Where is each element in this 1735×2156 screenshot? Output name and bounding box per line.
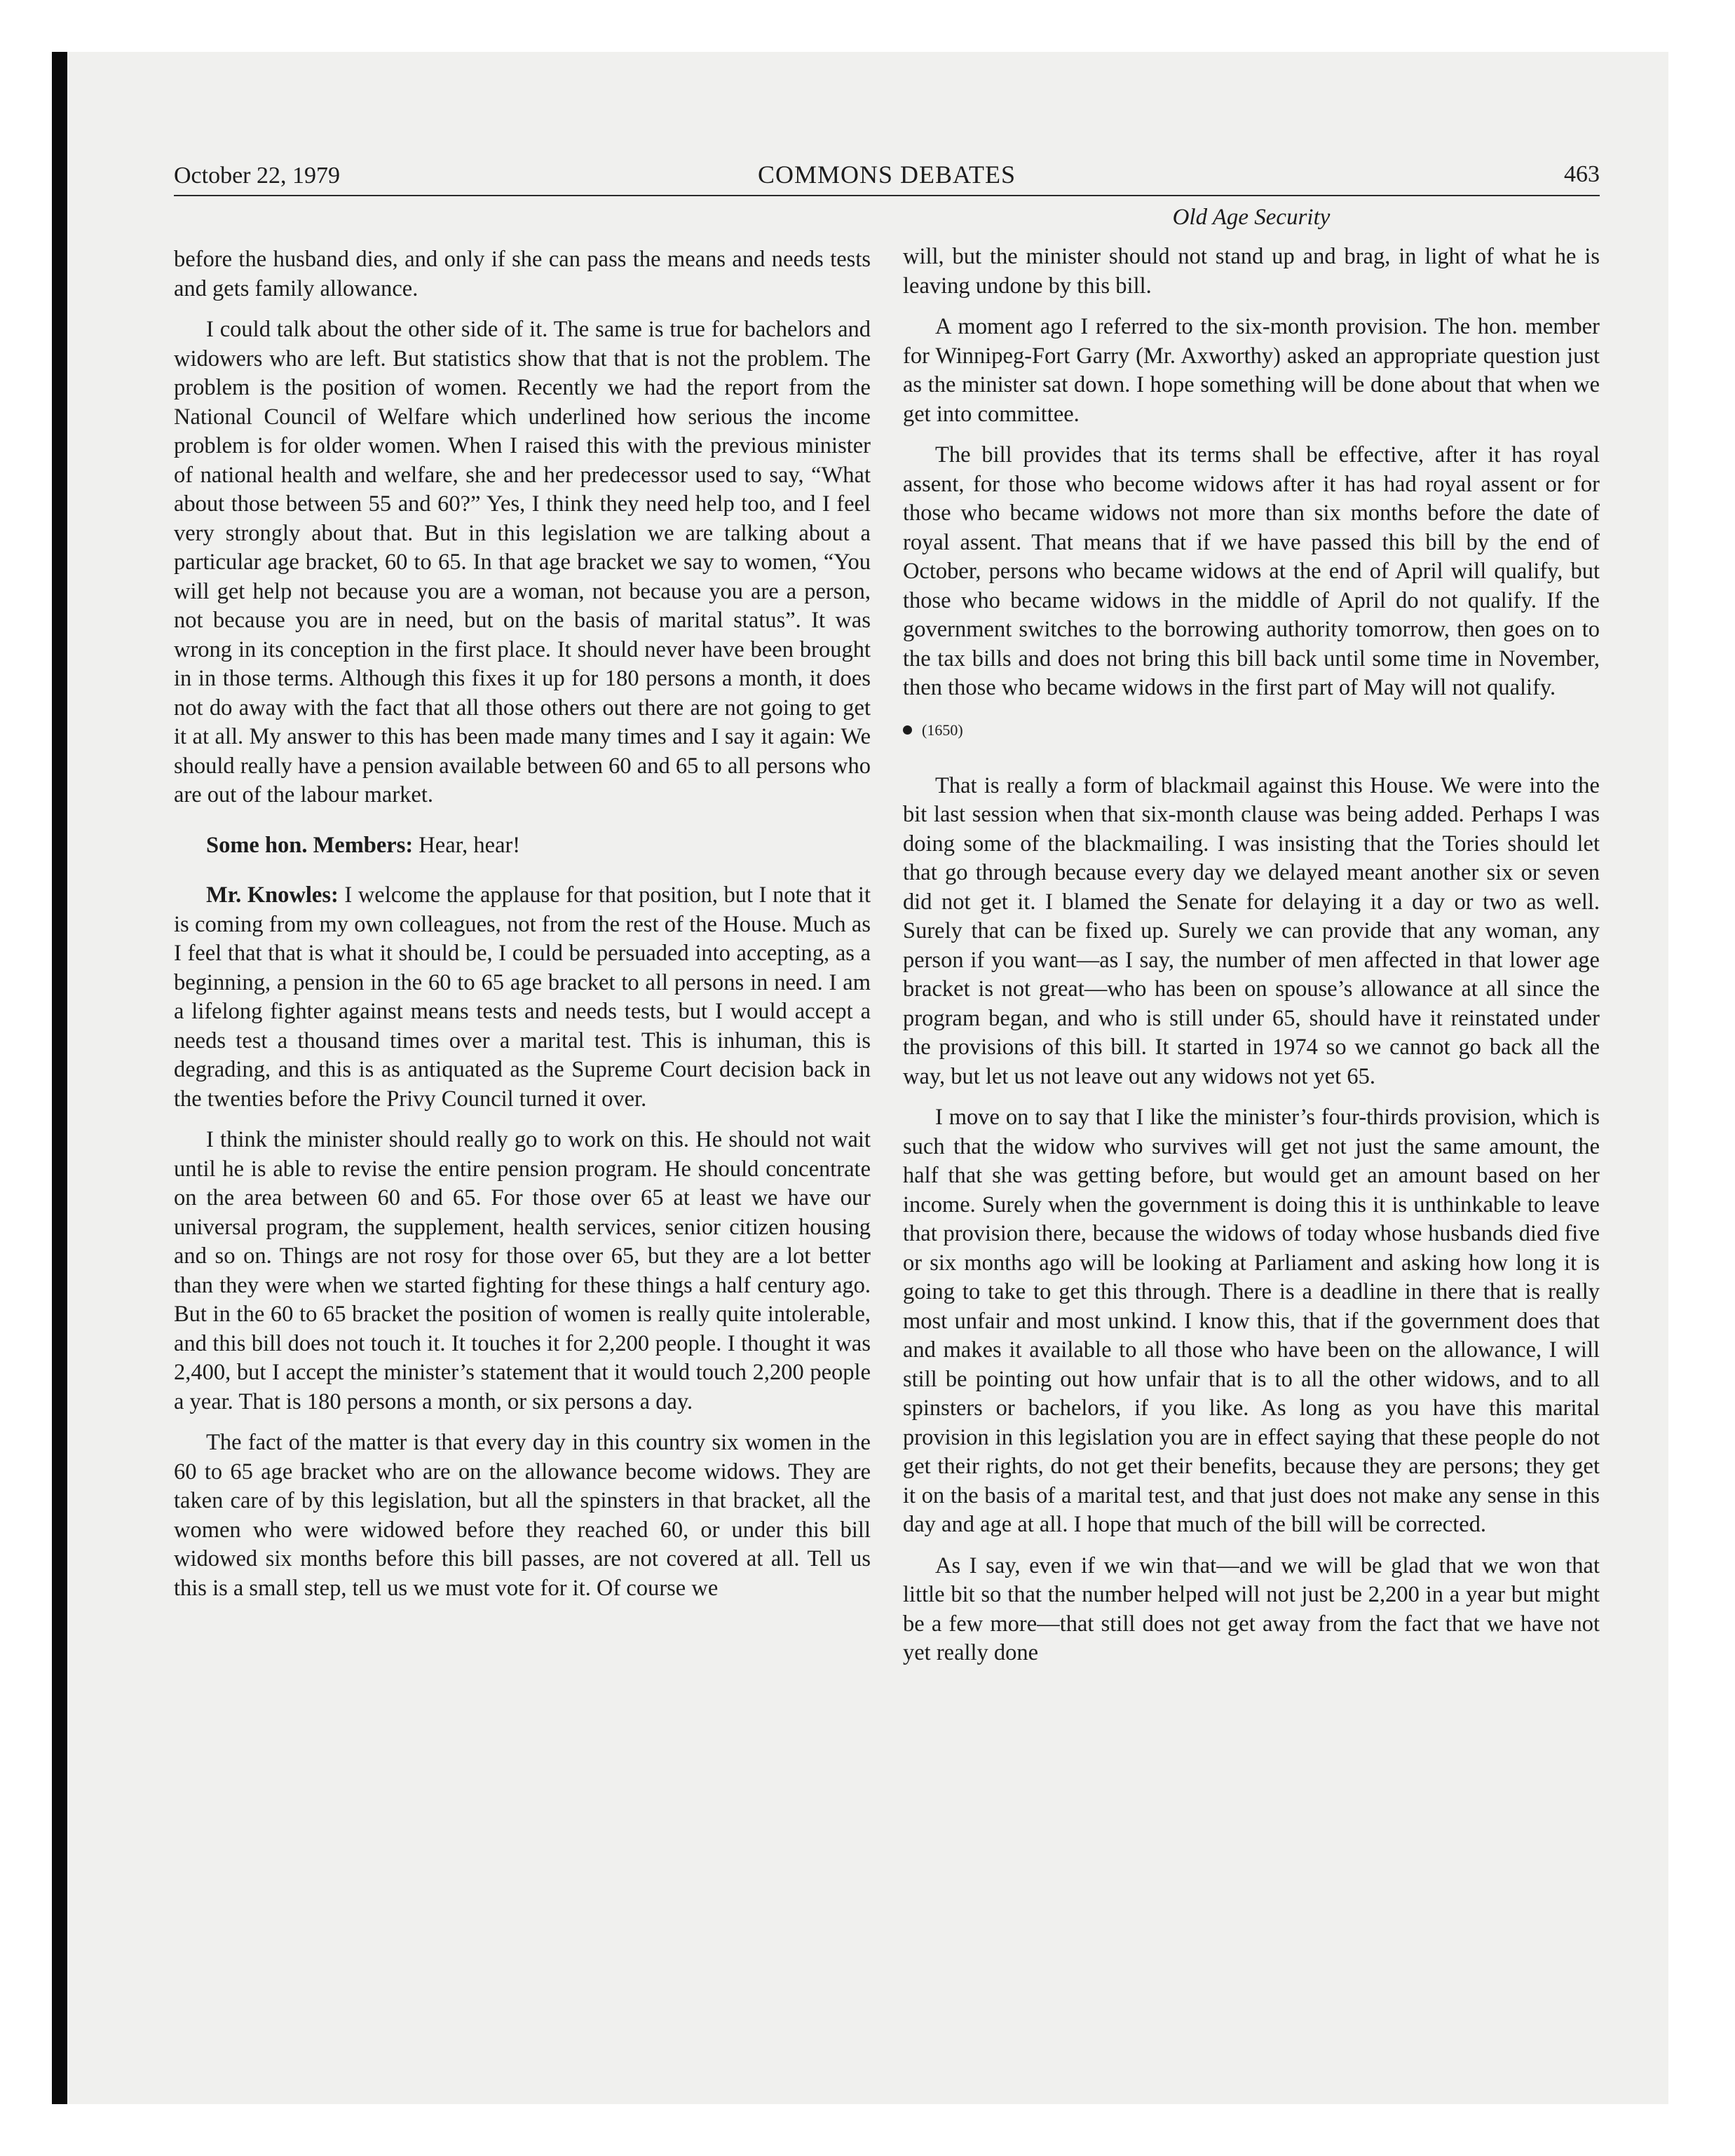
page-header [174, 154, 1600, 196]
paragraph: will, but the minister should not stand up and brag, in light of what he is leaving undone by this bill. [903, 244, 1600, 299]
speech-paragraph [174, 881, 871, 1114]
time-marker [903, 723, 1600, 738]
paragraph: I move on to say that I like the minister’s four-thirds provision, which is such that the widow who survives will get not just the same amount, the half that she was getting before, but would get an amount based on her income. Surely when the government is doing this it is unthinkable to leave that provision there, because the widows of today whose husbands died five or six months ago will be looking at Parliament and asking how long it is going to take to get this through. There is a deadline in there that is really most unfair and most unkind. I know this, that if the government does that and makes it available to all those who have been on the allowance, I will still be pointing out how unfair that is to all the other widows, and to all spinsters or bachelors, if you like. As long as you have this marital provision in this legislation you are in effect saying that these people do not get their rights, do not get their benefits, because they are persons; they get it on the basis of a marital test, and that just does not make any sense in this day and age at all. I hope that much of the bill will be corrected. [903, 1105, 1600, 1537]
scan-edge-bar [52, 52, 67, 2104]
header-title: COMMONS DEBATES [757, 161, 1016, 189]
speaker-name: Mr. Knowles: [206, 882, 339, 908]
paragraph: The bill provides that its terms shall be effective, after it has royal assent, for those who become widows after it has had royal assent or for those who became widows not more than six months before the date of royal assent. That means that if we have passed this bill by the end of October, persons who became widows at the end of April will qualify, but those who became widows in the middle of April do not qualify. If the government switches to the borrowing authority tomorrow, then goes on to the tax bills and does not bring this bill back until some time in November, then those who became widows in the first part of May will not qualify. [903, 442, 1600, 700]
speech-text: I welcome the applause for that position, but I note that it is coming from my own colleagues, not from the rest of the House. Much as I feel that that is what it should be, I could be persuaded into accepting, as a beginning, a pension in the 60 to 65 age bracket to all persons in need. I am a lifelong fighter against means tests and needs tests, but I would accept a needs test a thousand times over a marital test. This is inhuman, this is degrading, and this is as antiquated as the Supreme Court decision back in the twenties before the Privy Council turned it over. [174, 882, 871, 1112]
paragraph: As I say, even if we win that—and we will be glad that we won that little bit so that the number helped will not just be 2,200 in a year but might be a few more—that still does not get away from the fact that we have not yet really done [903, 1553, 1600, 1665]
page-number: 463 [1564, 161, 1600, 187]
running-head: Old Age Security [1172, 205, 1331, 230]
speaker-name: Some hon. Members: [206, 832, 414, 858]
paragraph: I think the minister should really go to work on this. He should not wait until he is able to revise the entire pension program. He should concentrate on the area between 60 and 65. For those over 65 at least we have our universal program, the supplement, health services, senior citizen housing and so on. Things are not rosy for those over 65, but they are a lot better than they were when we started fighting for these things a half century ago. But in the 60 to 65 bracket the position of women is really quite intolerable, and this bill does not touch it. It touches it for 2,200 people. I thought it was 2,400, but I accept the minister’s statement that it would touch 2,200 people a year. That is 180 persons a month, or six persons a day. [174, 1127, 871, 1414]
speech-text: Hear, hear! [419, 832, 521, 858]
paragraph: That is really a form of blackmail against this House. We were into the bit last session when that six-month clause was being added. Perhaps I was doing some of the blackmailing. I was insisting that the Tories should let that go through because every day we delayed meant another six or seven did not get it. I blamed the Senate for delaying it a day or two as well. Surely that can be fixed up. Surely we can provide that any woman, any person if you want—as I say, the number of men affected in that lower age bracket is not great—who has been on spouse’s allowance at all since the program began, and who is still under 65, should have it reinstated under the provisions of this bill. It started in 1974 so we cannot go back all the way, but let us not leave out any widows not yet 65. [903, 772, 1600, 1089]
paragraph: before the husband dies, and only if she can pass the means and needs tests and gets family allowance. [174, 247, 871, 301]
interjection [174, 831, 871, 861]
paragraph: I could talk about the other side of it. The same is true for bachelors and widowers who are left. But statistics show that that is not the problem. The problem is the position of women. Recently we had the report from the National Council of Welfare which underlined how serious the income problem is for older women. When I raised this with the previous minister of national health and welfare, she and her predecessor used to say, “What about those between 55 and 60?” Yes, I think they need help too, and I feel very strongly about that. But in this legislation we are talking about a particular age bracket, 60 to 65. In that age bracket we say to women, “You will get help not because you are a woman, not because you are a person, not because you are in need, but on the basis of marital status”. It was wrong in its conception in the first place. It should never have been brought in in those terms. Although this fixes it up for 180 persons a month, it does not do away with the fact that all those others out there are not going to get it at all. My answer to this has been made many times and I say it again: We should really have a pension available between 60 and 65 to all persons who are out of the labour market. [174, 317, 871, 807]
paragraph: The fact of the matter is that every day in this country six women in the 60 to 65 age bracket who are on the allowance become widows. They are taken care of by this legislation, but all the spinsters in that bracket, all the women who were widowed before they reached 60, or under this bill widowed six months before this bill passes, are not covered at all. Tell us this is a small step, tell us we must vote for it. Of course we [174, 1430, 871, 1601]
bullet-icon [903, 725, 912, 735]
time-marker-text: (1650) [922, 721, 963, 739]
header-date: October 22, 1979 [174, 163, 341, 189]
left-column [174, 245, 871, 1615]
right-column [903, 243, 1600, 1680]
paragraph: A moment ago I referred to the six-month provision. The hon. member for Winnipeg-Fort Garry (Mr. Axworthy) asked an appropriate question just as the minister sat down. I hope something will be done about that when we get into committee. [903, 314, 1600, 427]
